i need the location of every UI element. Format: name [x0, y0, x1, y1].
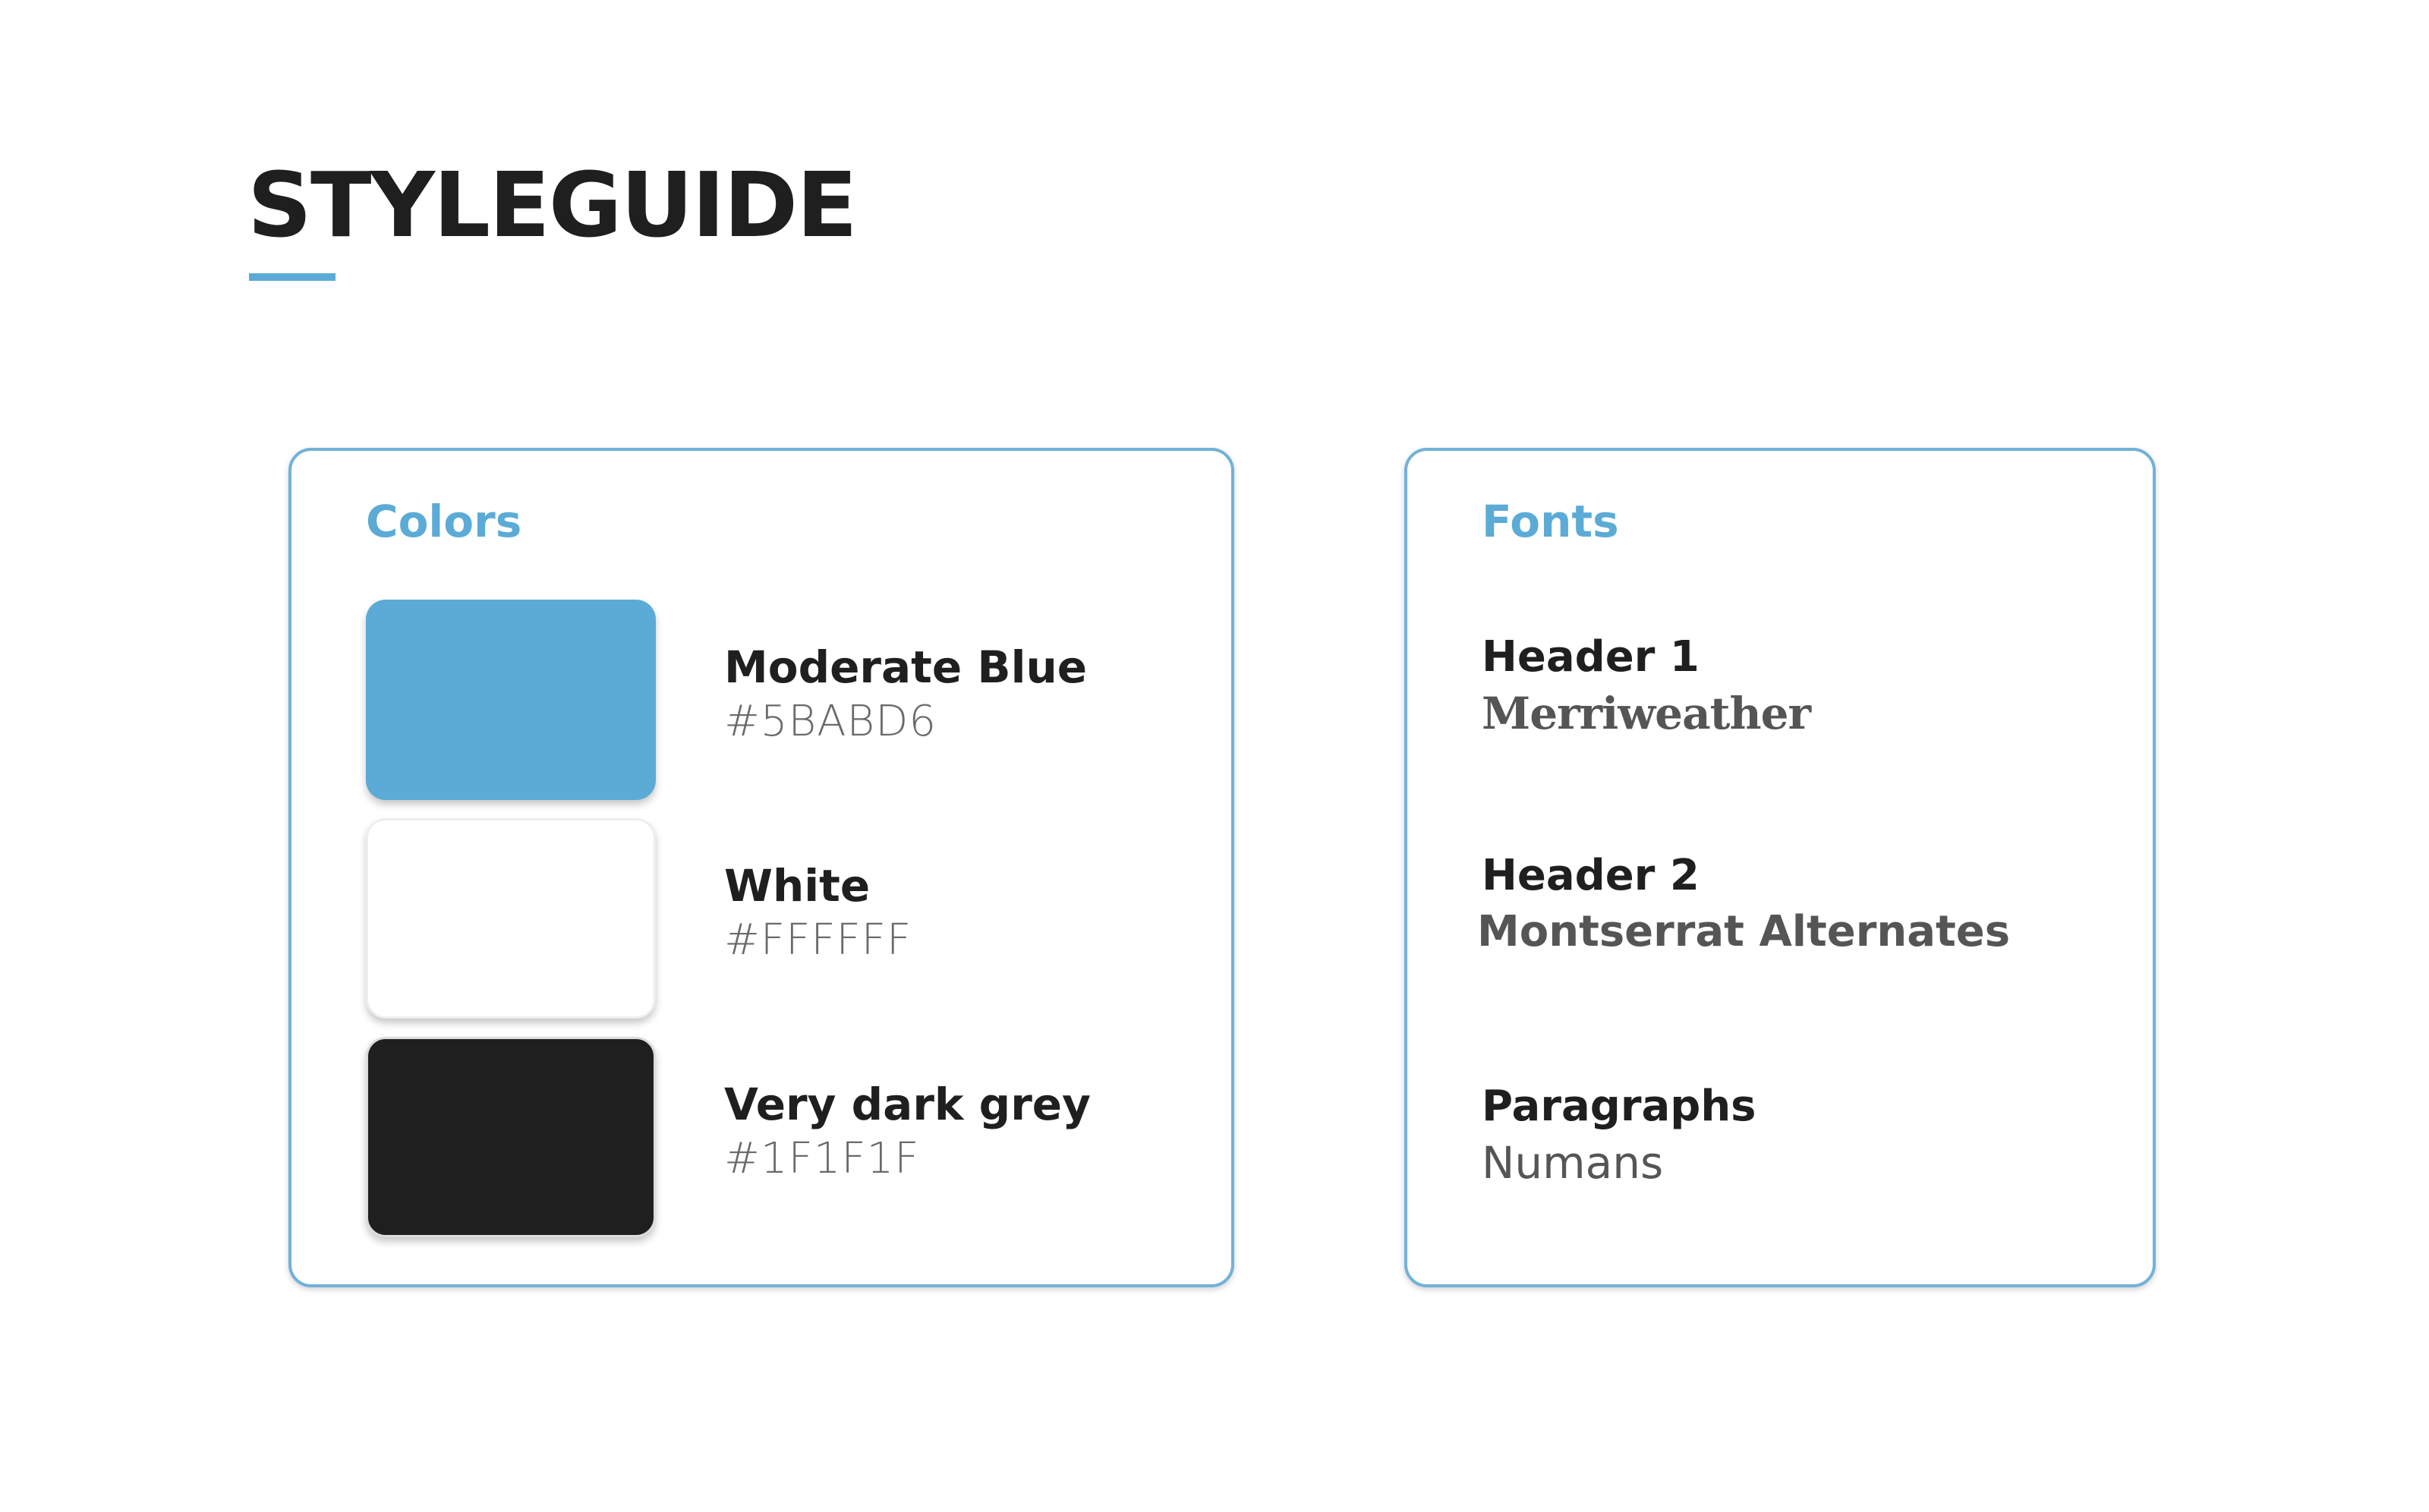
color-item-white	[366, 818, 1170, 1019]
font-entry-header-1	[1482, 630, 2104, 742]
font-value: Numans	[1482, 1137, 1664, 1189]
title-underline	[249, 273, 336, 281]
color-hex: #1F1F1F	[724, 1134, 920, 1183]
fonts-heading: Fonts	[1482, 496, 1619, 547]
font-label: Header 1	[1482, 632, 1700, 682]
font-value: Merriweather	[1482, 688, 1811, 739]
fonts-card	[1404, 448, 2156, 1287]
font-value: Montserrat Alternates	[1477, 907, 2011, 956]
color-item-very-dark-grey	[366, 1037, 1170, 1237]
font-entry-header-2	[1477, 849, 2104, 961]
font-label: Paragraphs	[1482, 1082, 1756, 1131]
color-swatch-white	[366, 818, 656, 1019]
colors-heading: Colors	[366, 496, 522, 547]
colors-card	[288, 448, 1234, 1287]
color-name: Moderate Blue	[724, 641, 1088, 693]
color-name: White	[724, 860, 871, 912]
color-hex: #FFFFFF	[724, 915, 912, 965]
color-swatch-very-dark-grey	[366, 1037, 656, 1237]
page-title: STYLEGUIDE	[247, 153, 856, 257]
font-label: Header 2	[1482, 851, 1700, 900]
color-item-moderate-blue	[366, 600, 1170, 800]
color-swatch-moderate-blue	[366, 600, 656, 800]
color-name: Very dark grey	[724, 1079, 1091, 1130]
font-entry-paragraphs	[1482, 1079, 2104, 1192]
color-hex: #5BABD6	[724, 697, 937, 746]
